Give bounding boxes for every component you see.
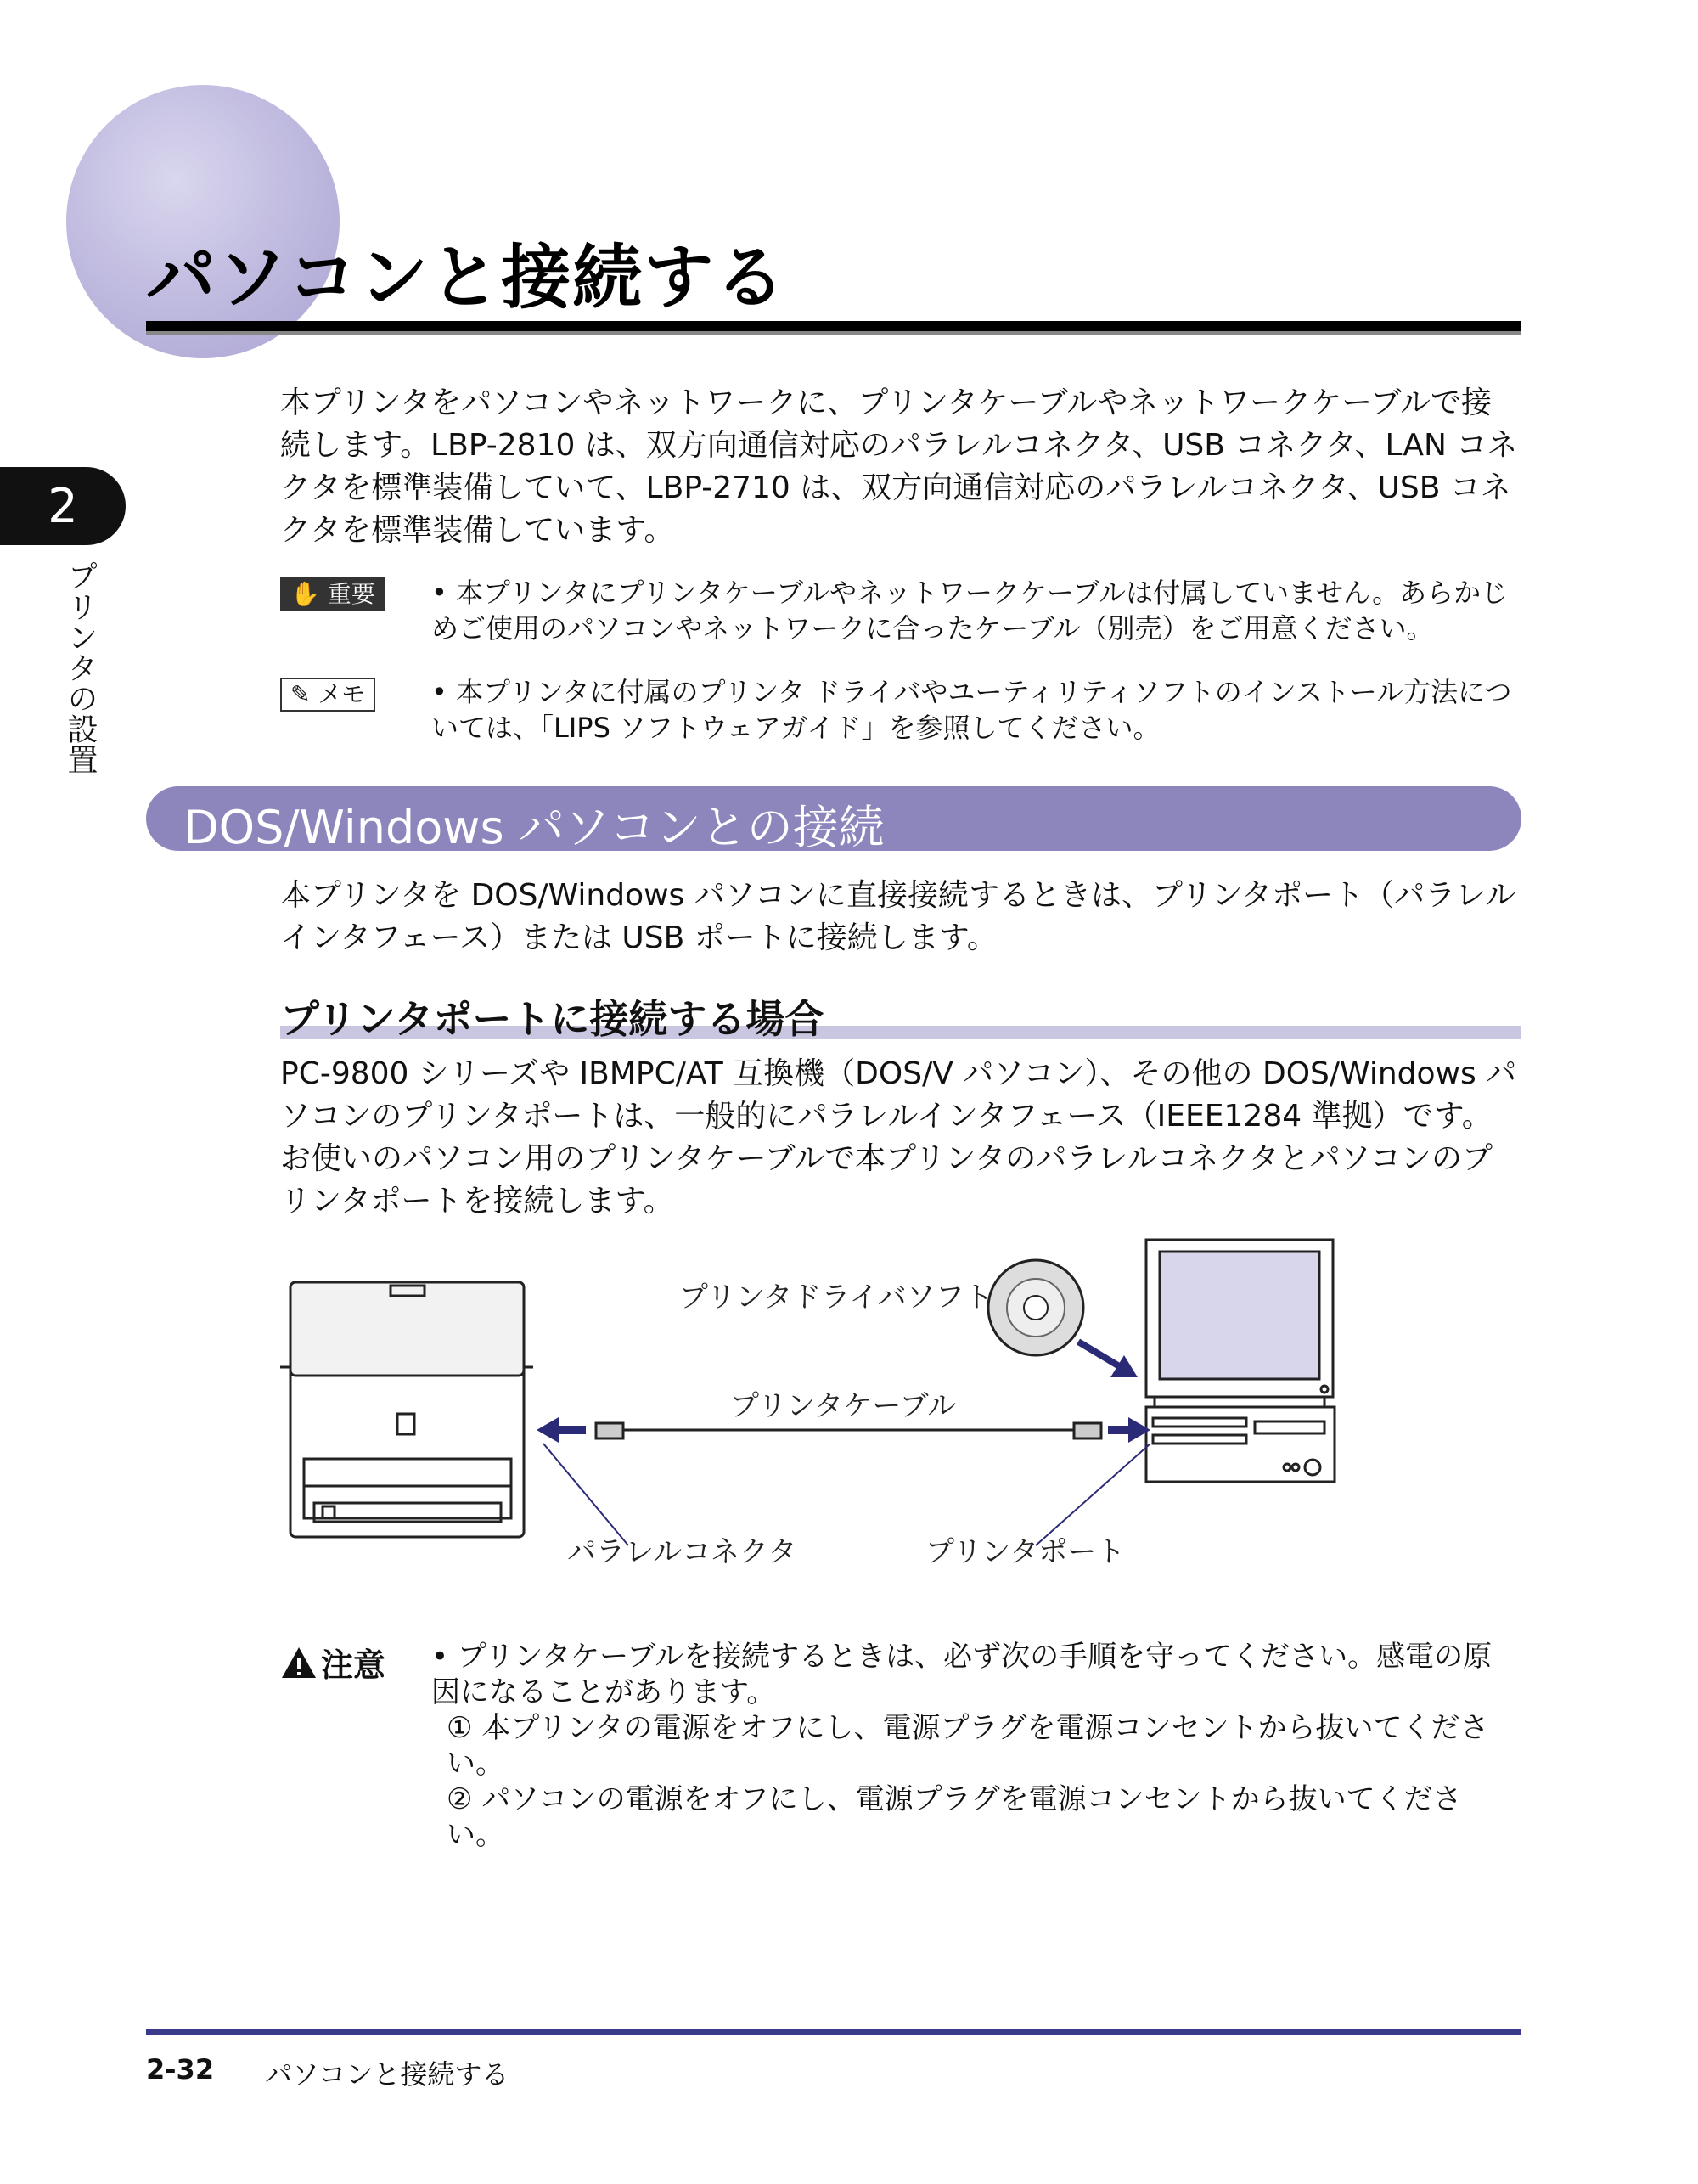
page-title: パソコンと接続する xyxy=(146,238,787,318)
chapter-number: 2 xyxy=(48,478,78,534)
memo-label-box xyxy=(280,678,375,712)
important-label: 重要 xyxy=(327,580,375,608)
right-arrow-icon xyxy=(1108,1417,1150,1443)
section-title: DOS/Windows パソコンとの接続 xyxy=(183,801,885,854)
printer-port-label: プリンタポート xyxy=(925,1535,1126,1569)
caution-step-2: ② パソコンの電源をオフにし、電源プラグを電源コンセントから抜いてください。 xyxy=(447,1782,1462,1852)
footer-rule xyxy=(146,2029,1521,2035)
memo-badge xyxy=(280,678,375,712)
important-label-box xyxy=(280,577,385,611)
printer-illustration xyxy=(280,1282,533,1537)
cd-disc-icon xyxy=(988,1260,1083,1355)
caution-text xyxy=(431,1639,1518,1853)
intro-paragraph: 本プリンタをパソコンやネットワークに、プリンタケーブルやネットワークケーブルで接続します。LBP-2810 は、双方向通信対応のパラレルコネクタ、USB コネクタ、LAN コネクタを標準装備していて、LBP-2710 は、双方向通信対応のパラレルコネクタ、USB コネクタを標準装備しています。 xyxy=(280,386,1518,548)
chapter-tab xyxy=(0,467,126,545)
caution-line: • プリンタケーブルを接続するときは、必ず次の手順を守ってください。感電の原因になることがあります。 xyxy=(431,1640,1493,1709)
caution-badge xyxy=(280,1639,385,1686)
caution-step-1: ① 本プリンタの電源をオフにし、電源プラグを電源コンセントから抜いてください。 xyxy=(447,1711,1489,1781)
printer-cable xyxy=(596,1423,1101,1438)
title-underline-shadow xyxy=(146,331,1521,335)
parallel-connector-label: パラレルコネクタ xyxy=(567,1535,797,1569)
computer-illustration xyxy=(1146,1240,1335,1482)
pencil-icon: ✎ xyxy=(290,680,311,708)
driver-label: プリンタドライバソフト xyxy=(679,1281,993,1314)
chapter-label: プリンタの設置 xyxy=(63,560,98,774)
page-number: 2-32 xyxy=(146,2053,215,2085)
subsection-title: プリンタポートに接続する場合 xyxy=(280,996,824,1042)
important-note-text: • 本プリンタにプリンタケーブルやネットワークケーブルは付属していません。あらかじめご使用のパソコンやネットワークに合ったケーブル（別売）をご用意ください。 xyxy=(431,577,1509,645)
section-intro: 本プリンタを DOS/Windows パソコンに直接接続するときは、プリンタポート（パラレルインタフェース）または USB ポートに接続します。 xyxy=(280,878,1516,955)
memo-label: メモ xyxy=(318,680,366,708)
title-underline xyxy=(146,321,1521,331)
subsection-body: PC-9800 シリーズや IBMPC/AT 互換機（DOS/V パソコン）、その他の DOS/Windows パソコンのプリンタポートは、一般的にパラレルインタフェース（IEEE1284 準拠）です。お使いのパソコン用のプリンタケーブルで本プリンタのパラレルコネクタとパソコンのプリンタポートを接続します。 xyxy=(280,1056,1517,1219)
important-badge xyxy=(280,577,385,611)
memo-note-text: • 本プリンタに付属のプリンタ ドライバやユーティリティソフトのインストール方法については、「LIPS ソフトウェアガイド」を参照してください。 xyxy=(431,676,1512,744)
warning-triangle-icon xyxy=(280,1646,318,1680)
cable-label: プリンタケーブル xyxy=(730,1389,957,1423)
left-arrow-icon xyxy=(537,1417,586,1443)
hand-stop-icon: ✋ xyxy=(290,580,320,608)
footer-title: パソコンと接続する xyxy=(265,2058,509,2091)
caution-label: 注意 xyxy=(321,1646,386,1684)
cd-arrow-icon xyxy=(1078,1342,1138,1377)
